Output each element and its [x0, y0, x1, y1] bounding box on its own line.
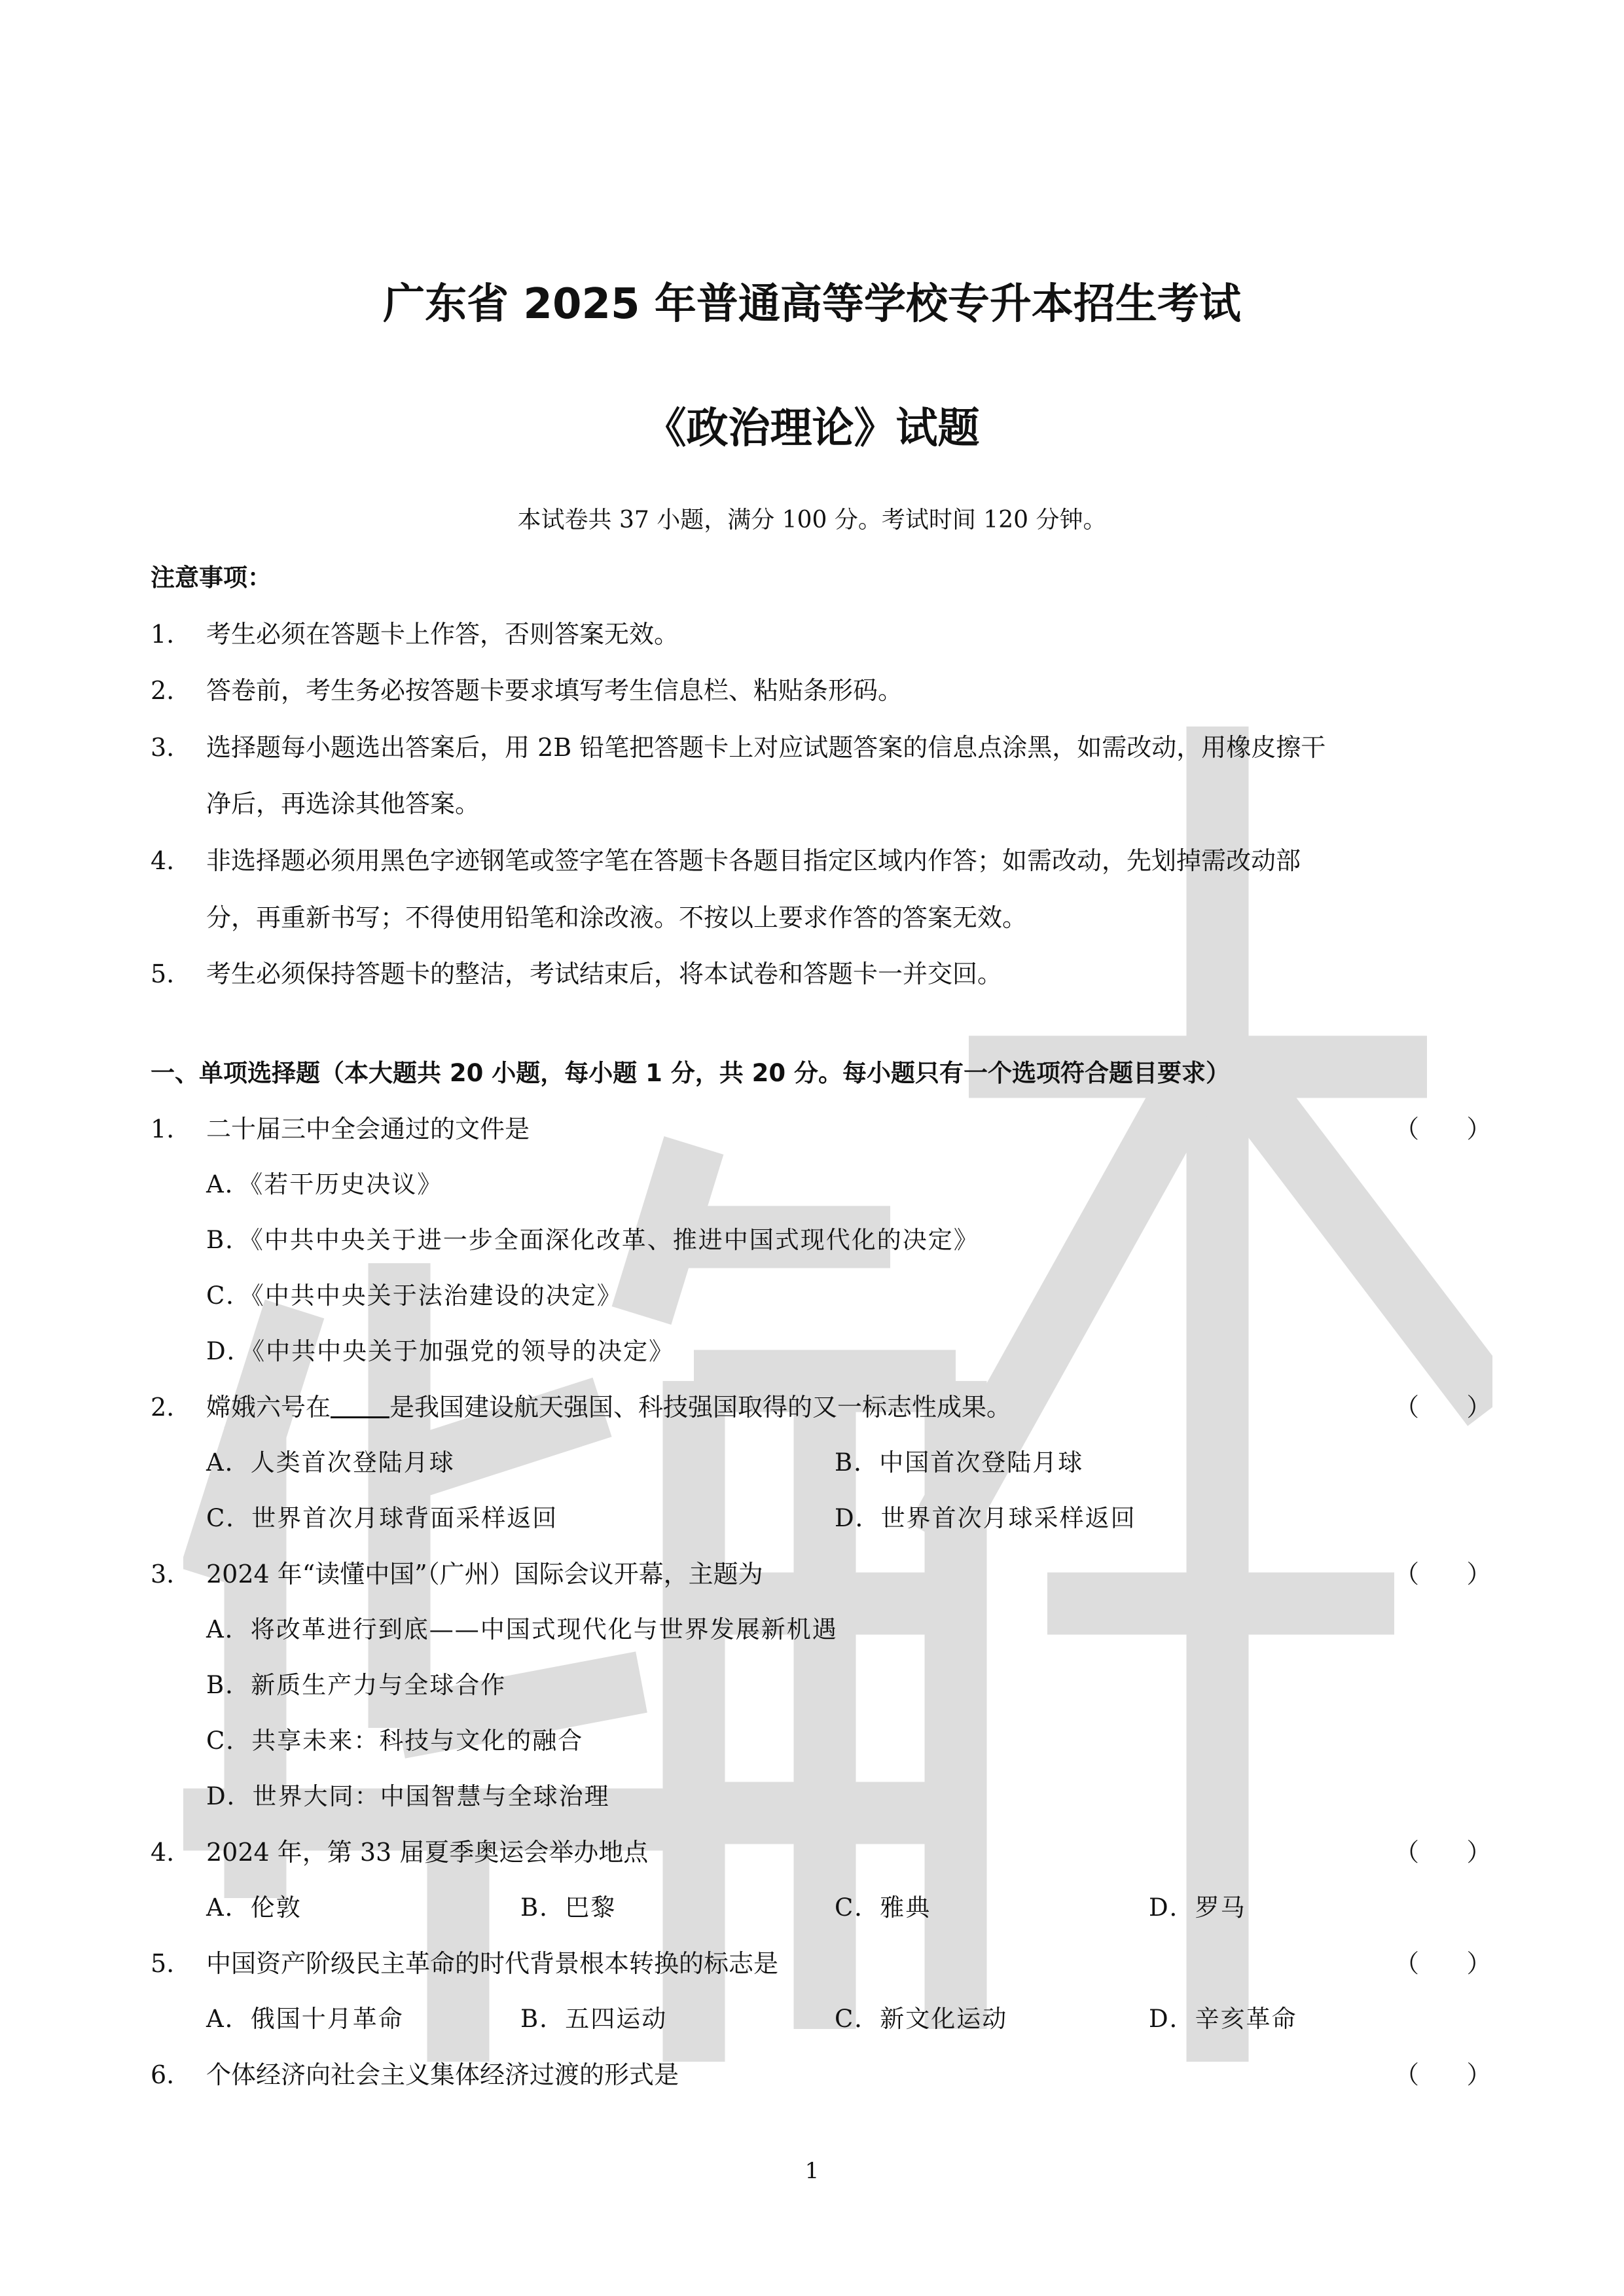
question-stem: 二十届三中全会通过的文件是	[206, 1115, 530, 1143]
answer-blank: （ ）	[1394, 1115, 1492, 1143]
notice-item-number: 3.	[151, 733, 175, 762]
question-option: B．中国首次登陆月球	[835, 1448, 1084, 1477]
question-option: D．罗马	[1149, 1893, 1246, 1922]
question-option: B．巴黎	[520, 1893, 617, 1922]
page-subtitle: 《政治理论》试题	[644, 404, 980, 453]
answer-blank: （ ）	[1394, 1393, 1492, 1422]
notice-heading: 注意事项：	[151, 564, 272, 592]
question-option: A．俄国十月革命	[206, 2005, 404, 2033]
question-option: C．雅典	[835, 1893, 931, 1922]
question-option: A．将改革进行到底——中国式现代化与世界发展新机遇	[206, 1615, 838, 1643]
question-stem-part: 嫦娥六号在	[206, 1393, 331, 1422]
notice-item-text: 分，再重新书写；不得使用铅笔和涂改液。不按以上要求作答的答案无效。	[206, 903, 1028, 932]
question-option: D．辛亥革命	[1149, 2005, 1297, 2033]
notice-item-number: 5.	[151, 960, 175, 988]
notice-item-text: 非选择题必须用黑色字迹钢笔或签字笔在答题卡各题目指定区域内作答；如需改动，先划掉需改动部	[206, 846, 1301, 875]
question-option: C．共享未来：科技与文化的融合	[206, 1727, 584, 1755]
question-stem: 2024 年，第 33 届夏季奥运会举办地点	[206, 1838, 649, 1867]
answer-blank: （ ）	[1394, 1949, 1492, 1978]
question-option: D．世界大同：中国智慧与全球治理	[206, 1782, 610, 1810]
question-number: 2.	[151, 1393, 175, 1422]
notice-item-text: 净后，再选涂其他答案。	[206, 789, 480, 818]
page-title: 广东省 2025 年普通高等学校专升本招生考试	[383, 280, 1241, 329]
question-option: C．新文化运动	[835, 2005, 1008, 2033]
notice-item-text: 答卷前，考生务必按答题卡要求填写考生信息栏、粘贴条形码。	[206, 676, 903, 705]
answer-blank: （ ）	[1394, 1560, 1492, 1588]
question-number: 5.	[151, 1949, 175, 1978]
page-number: 1	[804, 2158, 820, 2184]
question-option: B．《中共中央关于进一步全面深化改革、推进中国式现代化的决定》	[206, 1226, 979, 1254]
question-stem: 个体经济向社会主义集体经济过渡的形式是	[206, 2060, 679, 2089]
notice-item-number: 4.	[151, 846, 175, 875]
question-option: A．伦敦	[206, 1893, 302, 1922]
notice-item-number: 2.	[151, 676, 175, 705]
question-option: C．《中共中央关于法治建设的决定》	[206, 1282, 623, 1310]
question-option: D．《中共中央关于加强党的领导的决定》	[206, 1337, 675, 1365]
answer-blank: （ ）	[1394, 1838, 1492, 1867]
notice-item-text: 考生必须保持答题卡的整洁，考试结束后，将本试卷和答题卡一并交回。	[206, 960, 1003, 988]
question-stem	[206, 1391, 1011, 1424]
question-option: C．世界首次月球背面采样返回	[206, 1504, 558, 1532]
question-option: B．五四运动	[520, 2005, 668, 2033]
question-number: 3.	[151, 1560, 175, 1588]
question-stem: 中国资产阶级民主革命的时代背景根本转换的标志是	[206, 1949, 779, 1978]
notice-item-text: 考生必须在答题卡上作答，否则答案无效。	[206, 620, 679, 649]
notice-item-text: 选择题每小题选出答案后，用 2B 铅笔把答题卡上对应试题答案的信息点涂黑，如需改动，用橡皮擦干	[206, 733, 1326, 762]
question-number: 1.	[151, 1115, 175, 1143]
question-option: A．人类首次登陆月球	[206, 1448, 455, 1477]
question-number: 6.	[151, 2060, 175, 2089]
exam-info: 本试卷共 37 小题，满分 100 分。考试时间 120 分钟。	[517, 507, 1107, 533]
section-heading: 一、单项选择题（本大题共 20 小题，每小题 1 分，共 20 分。每小题只有一个选项符合题目要求）	[151, 1059, 1231, 1087]
question-option: B．新质生产力与全球合作	[206, 1671, 507, 1699]
question-number: 4.	[151, 1838, 175, 1867]
fill-blank	[331, 1393, 389, 1418]
question-option: D．世界首次月球采样返回	[835, 1504, 1136, 1532]
answer-blank: （ ）	[1394, 2060, 1492, 2089]
question-stem-part: 是我国建设航天强国、科技强国取得的又一标志性成果。	[389, 1393, 1012, 1422]
notice-item-number: 1.	[151, 620, 175, 649]
question-stem: 2024 年“读懂中国”（广州）国际会议开幕，主题为	[206, 1560, 763, 1588]
question-option: A．《若干历史决议》	[206, 1170, 443, 1198]
